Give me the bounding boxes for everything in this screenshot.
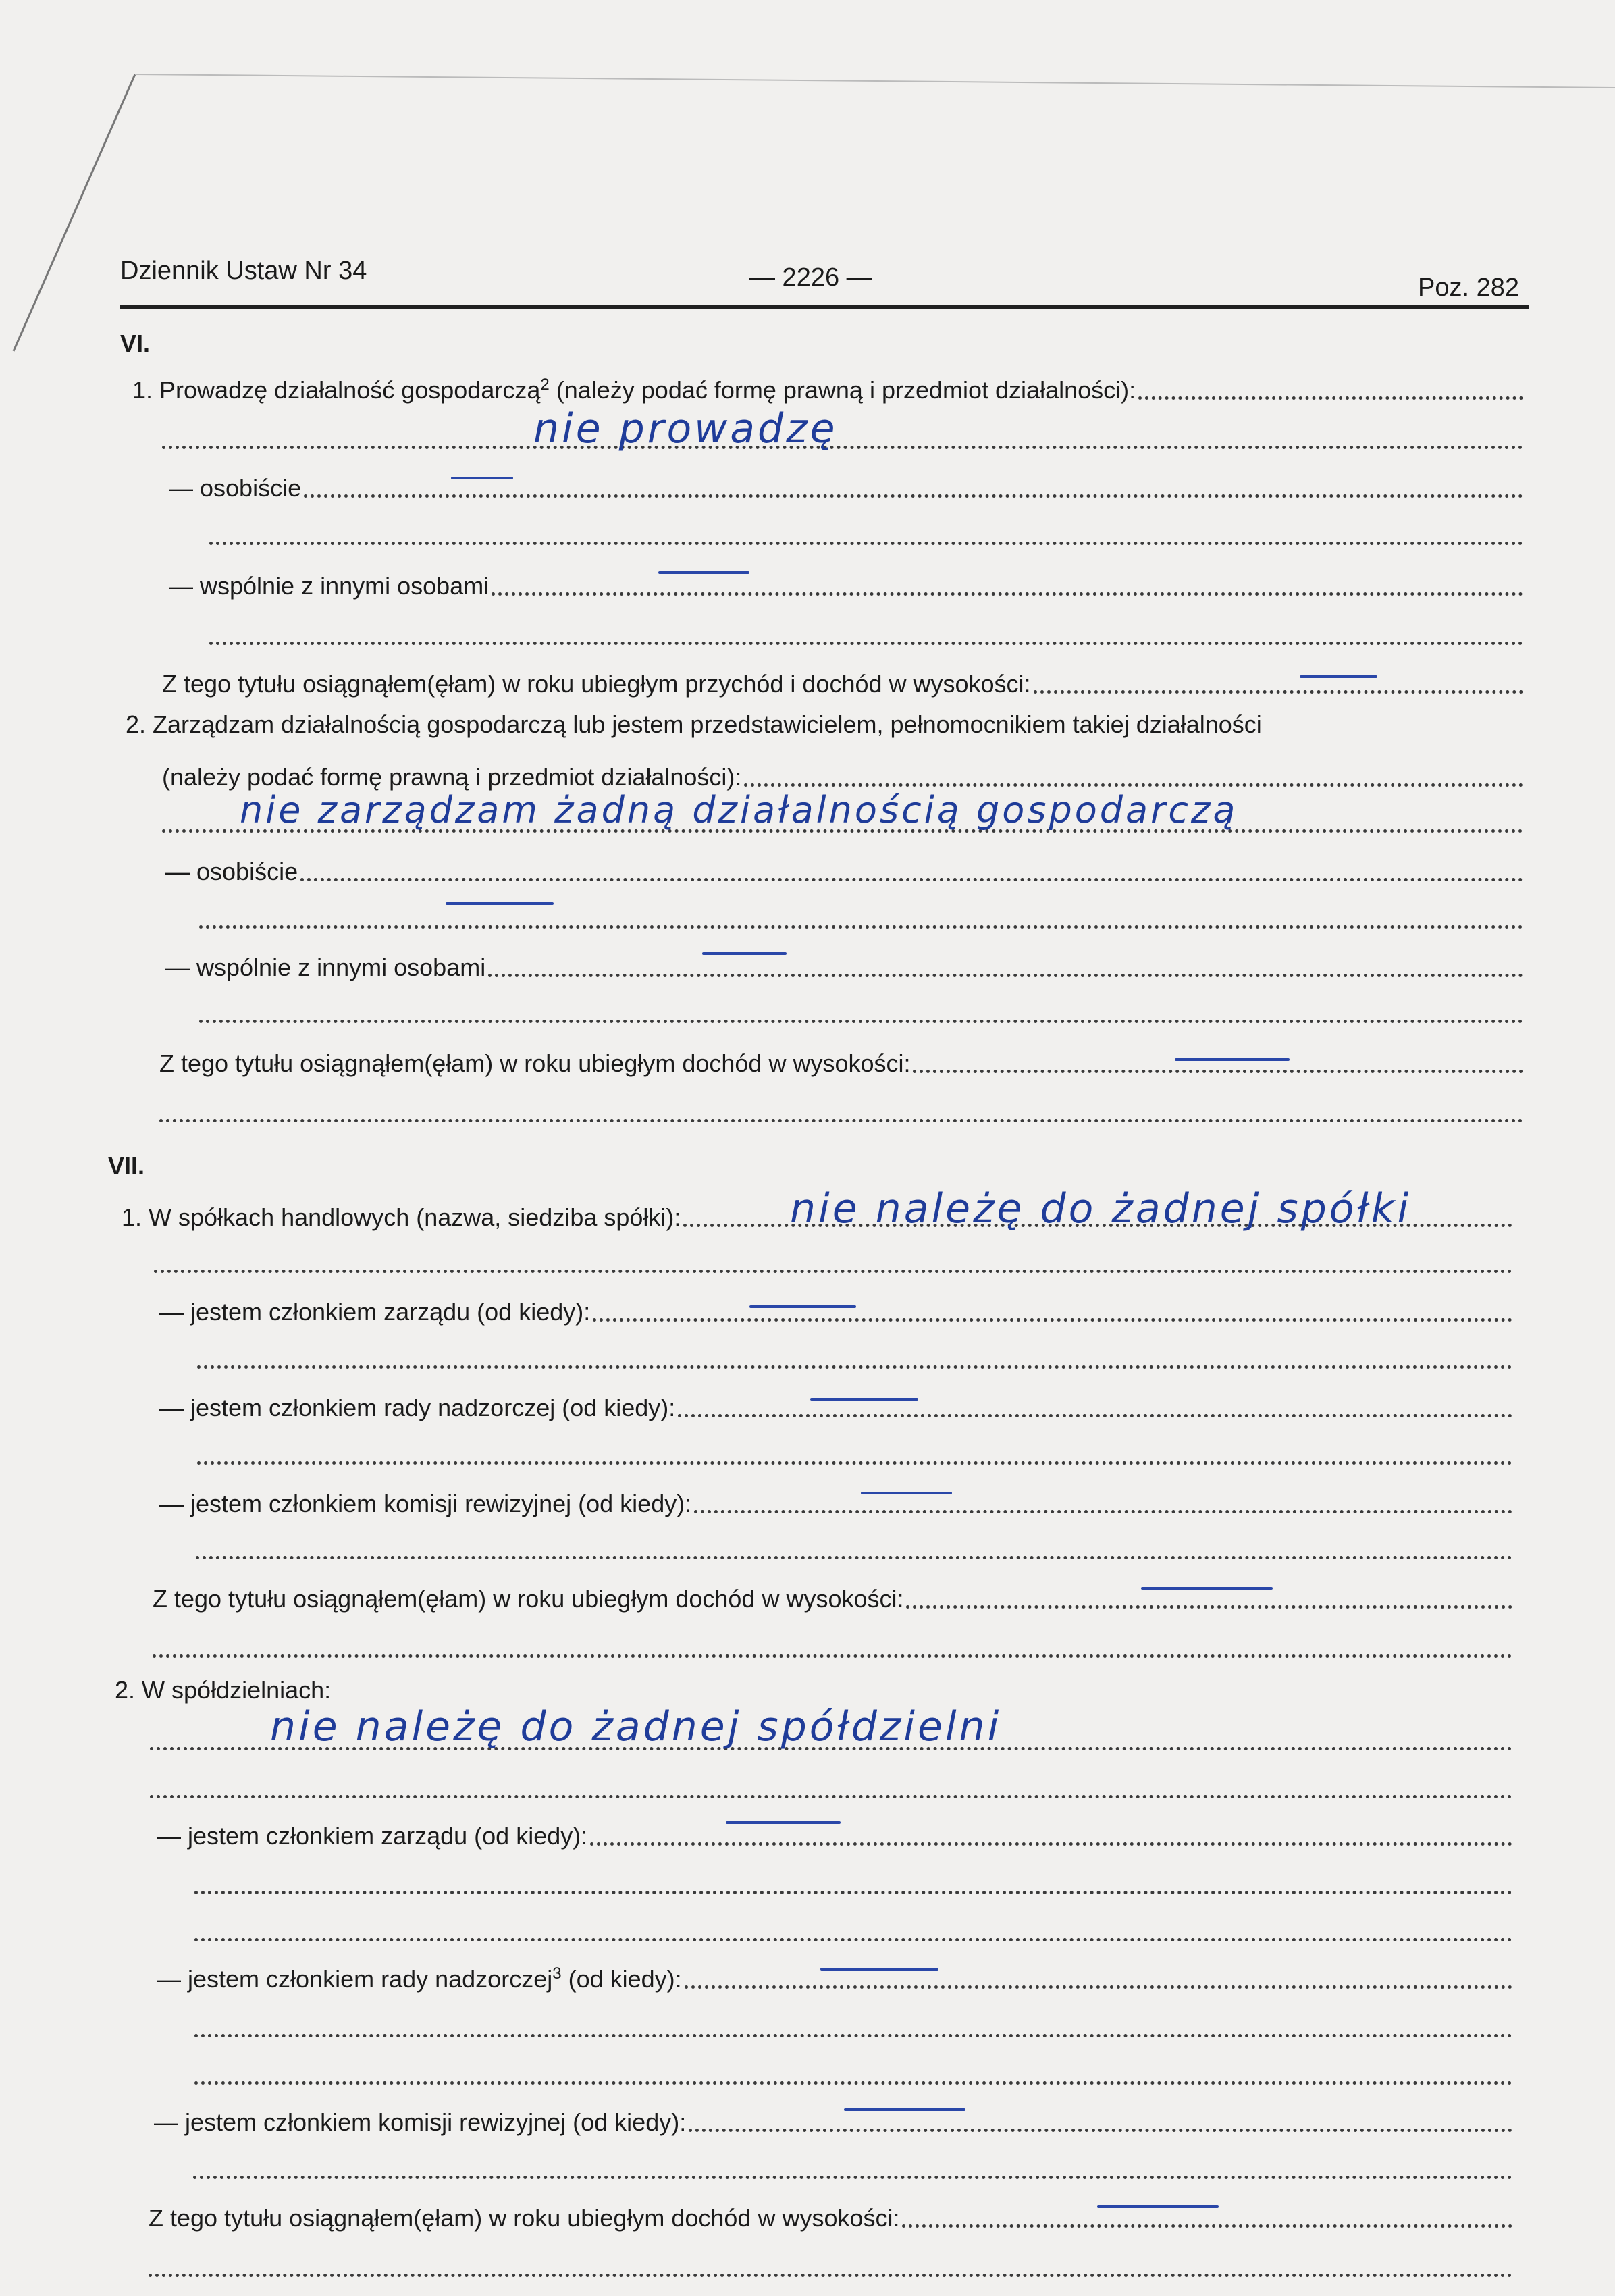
vii-q2-supervisory-dash — [820, 1968, 938, 1971]
vii-q1-audit-line — [196, 1534, 1512, 1565]
vii-q2-board-line-2 — [194, 1916, 1512, 1948]
header-rule — [120, 305, 1529, 309]
vii-q2-income-dash — [1097, 2205, 1219, 2208]
vi-q1-jointly-line — [209, 620, 1523, 651]
vi-q2-handwritten-answer: nie zarządzam żadną działalnością gospodarczą — [240, 789, 1238, 831]
vi-q2-label-row — [126, 709, 1523, 740]
vii-q1-supervisory-line — [197, 1440, 1512, 1471]
vi-q1-handwritten-answer: nie prowadzę — [533, 405, 838, 452]
vii-q1-board-label: — jestem członkiem zarządu (od kiedy): — [159, 1298, 591, 1326]
vi-q2-label: 2. Zarządzam działalnością gospodarczą lub jestem przedstawicielem, pełnomocnikiem takiej działalności — [126, 710, 1262, 738]
vii-q1-supervisory-label: — jestem członkiem rady nadzorczej (od kiedy): — [159, 1394, 676, 1421]
vi-q2-income-line — [159, 1097, 1523, 1128]
vii-q2-board-line — [194, 1869, 1512, 1900]
vi-q2-personally-label: — osobiście — [165, 858, 298, 885]
vii-q2-audit-line — [193, 2154, 1512, 2185]
page-number: — 2226 — — [749, 263, 872, 292]
vi-q1-income-row — [162, 669, 1523, 700]
vi-q1-jointly-row — [169, 571, 1523, 602]
vii-q2-income-row — [149, 2203, 1512, 2234]
vii-q1-income-line — [153, 1633, 1512, 1664]
vii-q1-income-label: Z tego tytułu osiągnąłem(ęłam) w roku ubiegłym dochód w wysokości: — [153, 1585, 904, 1613]
vi-q1-jointly-label: — wspólnie z innymi osobami — [169, 572, 489, 600]
vii-q2-supervisory-line — [194, 2012, 1512, 2043]
vii-q2-income-line — [149, 2252, 1512, 2283]
vii-q1-audit-dash — [861, 1492, 952, 1494]
vii-q2-handwritten-answer: nie należę do żadnej spółdzielni — [270, 1703, 1002, 1750]
vi-q1-personally-row — [169, 473, 1523, 504]
vi-q2-jointly-row — [165, 952, 1523, 983]
vi-q2-personally-line — [199, 904, 1523, 935]
vi-q2-jointly-line — [199, 998, 1523, 1029]
vii-q2-audit-dash — [844, 2108, 965, 2111]
vi-q1-label-row — [132, 375, 1523, 406]
vii-q2-supervisory-label: — jestem członkiem rady nadzorczej — [157, 1965, 553, 1993]
vii-q2-audit-label: — jestem członkiem komisji rewizyjnej (od kiedy): — [154, 2108, 687, 2136]
vii-q2-board-dash — [726, 1821, 841, 1824]
vii-q1-answer-line — [154, 1248, 1512, 1279]
vii-q2-supervisory-line-2 — [194, 2060, 1512, 2091]
vii-q1-board-line — [197, 1344, 1512, 1375]
vii-q1-board-row — [159, 1297, 1512, 1328]
vi-q1-income-dash — [1300, 675, 1377, 678]
section-vi-heading: VI. — [120, 330, 151, 357]
vi-q2-label-2: (należy podać formę prawną i przedmiot działalności): — [162, 763, 742, 791]
vi-q1-personally-dash — [451, 477, 513, 479]
vii-q1-income-dash — [1141, 1587, 1273, 1590]
vii-q2-label: 2. W spółdzielniach: — [115, 1676, 332, 1704]
vii-q2-board-label: — jestem członkiem zarządu (od kiedy): — [157, 1822, 588, 1850]
vi-q1-personally-line — [209, 520, 1523, 551]
vii-q1-audit-label: — jestem członkiem komisji rewizyjnej (od kiedy): — [159, 1490, 692, 1517]
vii-q1-income-row — [153, 1584, 1512, 1615]
vii-q2-label-row — [115, 1675, 1512, 1706]
position-number: Poz. 282 — [1418, 273, 1519, 302]
vii-q2-audit-row — [154, 2107, 1512, 2138]
vii-q1-supervisory-dash — [810, 1398, 918, 1401]
journal-title: Dziennik Ustaw Nr 34 — [120, 257, 367, 285]
vii-q2-board-row — [157, 1821, 1512, 1852]
vi-q2-jointly-dash — [702, 952, 787, 955]
vii-q1-audit-row — [159, 1488, 1512, 1519]
vi-q1-personally-label: — osobiście — [169, 474, 302, 502]
vi-q2-jointly-label: — wspólnie z innymi osobami — [165, 954, 486, 981]
vi-q1-footnote: 2 — [540, 375, 550, 394]
vii-q1-handwritten-answer: nie należę do żadnej spółki — [790, 1185, 1412, 1232]
vi-q2-income-label: Z tego tytułu osiągnąłem(ęłam) w roku ubiegłym dochód w wysokości: — [159, 1049, 911, 1077]
vi-q2-income-dash — [1175, 1058, 1290, 1061]
vi-q1-income-label: Z tego tytułu osiągnąłem(ęłam) w roku ubiegłym przychód i dochód w wysokości: — [162, 670, 1031, 698]
vii-q1-board-dash — [749, 1305, 856, 1308]
vi-q1-answer-line — [162, 424, 1523, 455]
vi-q1-label: 1. Prowadzę działalność gospodarczą — [132, 376, 541, 404]
vii-q2-answer-line-2 — [150, 1773, 1512, 1804]
vi-q2-income-row — [159, 1048, 1523, 1079]
vi-q2-personally-row — [165, 856, 1523, 887]
vi-q1-jointly-dash — [658, 571, 749, 574]
vii-q1-label: 1. W spółkach handlowych (nazwa, siedziba spółki): — [122, 1203, 681, 1231]
vii-q1-supervisory-row — [159, 1392, 1512, 1424]
section-vii-heading: VII. — [108, 1152, 145, 1180]
vii-q2-supervisory-footnote: 3 — [552, 1964, 562, 1983]
vii-q2-income-label: Z tego tytułu osiągnąłem(ęłam) w roku ubiegłym dochód w wysokości: — [149, 2204, 900, 2232]
vi-q1-label-tail: (należy podać formę prawną i przedmiot działalności): — [549, 376, 1136, 404]
vii-q2-supervisory-tail: (od kiedy): — [561, 1965, 682, 1993]
